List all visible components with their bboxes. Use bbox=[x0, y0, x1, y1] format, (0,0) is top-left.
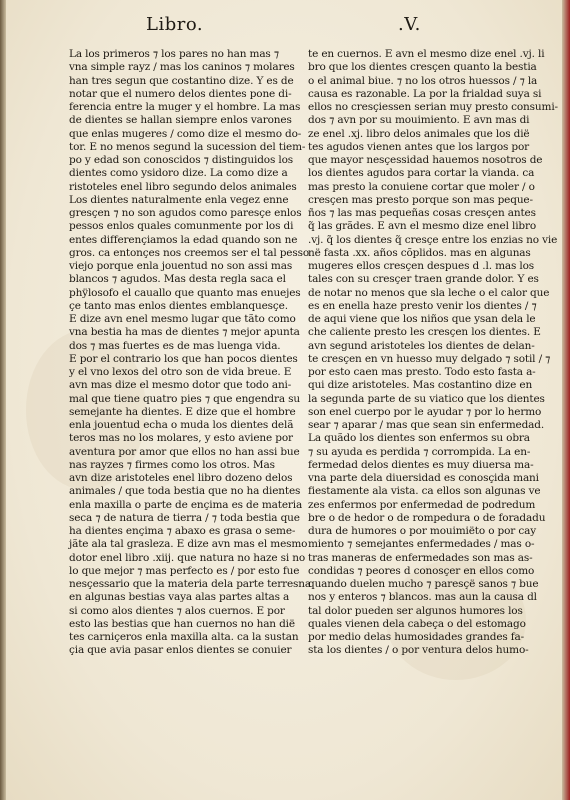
text-line: mal que tiene quatro pies ⁊ que engendra su bbox=[69, 392, 301, 405]
text-line: gros. ca entonçes nos creemos ser el tal pesso bbox=[69, 246, 310, 259]
text-line: y el vno lexos del otro son de vida breue. E bbox=[69, 366, 292, 378]
text-line: E dize avn enel mesmo lugar que tãto como bbox=[69, 313, 296, 325]
text-line: ristoteles enel libro segundo delos animales bbox=[69, 180, 297, 193]
text-line: mas presto la conuiene cortar que moler / o bbox=[308, 180, 535, 193]
text-line: de dientes se hallan siempre enlos varones bbox=[69, 114, 292, 127]
text-column-left bbox=[69, 48, 312, 658]
text-line: q̃ las grãdes. E avn el mesmo dize enel libro bbox=[308, 220, 537, 233]
text-line: blancos ⁊ agudos. Mas desta regla saca el bbox=[69, 273, 286, 286]
text-line: de notar no menos que sla leche o el calor que bbox=[308, 286, 550, 299]
text-line: zes enfermos por enfermedad de podredum bbox=[308, 498, 536, 511]
text-line: quando duelen mucho ⁊ paresçë sanos ⁊ bue bbox=[308, 578, 539, 590]
text-line: jãte ala tal grasleza. E dize avn mas el mesmo bbox=[69, 538, 308, 551]
text-line: nas rayzes ⁊ firmes como los otros. Mas bbox=[69, 458, 275, 471]
text-line: tes carniçeros enla maxilla alta. ca la sustan bbox=[69, 631, 299, 643]
text-line: de aqui viene que los niños que ysan dela le bbox=[308, 313, 536, 325]
text-line: ños ⁊ las mas pequeñas cosas cresçen antes bbox=[308, 207, 536, 219]
text-line: bre o de hedor o de rompedura o de foradadu bbox=[308, 511, 546, 524]
text-line: notar que el numero delos dientes pone di- bbox=[69, 87, 292, 100]
text-line: sta los dientes / o por ventura delos humo- bbox=[308, 644, 529, 657]
text-line: cresçen mas presto porque son mas peque- bbox=[308, 193, 533, 206]
text-line: vna parte dela diuersidad es conosçida mani bbox=[308, 472, 539, 484]
text-line: por esto caen mas presto. Todo esto fasta a- bbox=[308, 366, 536, 378]
text-line: condidas ⁊ peores d conosçer en ellos como bbox=[308, 564, 535, 577]
text-line: La quãdo los dientes son enfermos su obra bbox=[308, 432, 530, 445]
text-line: dotor enel libro .xiij. que natura no haze si no bbox=[69, 551, 306, 564]
text-line: viejo porque enla jouentud no son assi mas bbox=[69, 260, 293, 272]
text-line: dura de humores o por mouimiëto o por cay bbox=[308, 525, 536, 537]
running-head-left: Libro. bbox=[146, 14, 204, 35]
text-line: Los dientes naturalmente enla vegez enne bbox=[69, 193, 289, 206]
text-line: tras maneras de enfermedades son mas as- bbox=[308, 551, 533, 564]
scan-edge-right bbox=[562, 0, 570, 800]
text-line: dos ⁊ avn por su mouimiento. E avn mas di bbox=[308, 114, 530, 127]
text-line: que mayor nesçessidad hauemos nosotros de bbox=[308, 154, 543, 166]
text-line: tal dolor pueden ser algunos humores los bbox=[308, 604, 523, 617]
text-line: pessos enlos quales comunmente por los di bbox=[69, 220, 294, 233]
text-line: la segunda parte de su viatico que los dientes bbox=[308, 392, 545, 405]
text-line: semejante ha dientes. E dize que el hombre bbox=[69, 405, 296, 418]
text-line: E por el contrario los que han pocos dientes bbox=[69, 352, 298, 365]
text-line: o el animal biue. ⁊ no los otros huessos / ⁊ la bbox=[308, 74, 538, 87]
text-line: sear ⁊ aparar / mas que sean sin enfermedad. bbox=[308, 419, 545, 431]
text-line: seca ⁊ de natura de tierra / ⁊ toda bestia que bbox=[69, 511, 300, 524]
text-line: por medio delas humosidades grandes fa- bbox=[308, 631, 525, 643]
text-line: en algunas bestias vaya alas partes altas a bbox=[69, 591, 290, 604]
text-line: çe tanto mas enlos dientes emblanquesçe. bbox=[69, 299, 288, 312]
text-line: tes agudos vienen antes que los largos por bbox=[308, 140, 530, 153]
text-line: tales con su cresçer traen grande dolor. Y es bbox=[308, 273, 539, 286]
text-line: dos ⁊ mas fuertes es de mas luenga vida. bbox=[69, 339, 281, 352]
text-line: avn dize aristoteles enel libro dozeno delos bbox=[69, 472, 293, 484]
text-line: si como alos dientes ⁊ alos cuernos. E por bbox=[69, 604, 285, 617]
text-line: bro que los dientes cresçen quanto la bestia bbox=[308, 61, 537, 74]
text-line: nos y enteros ⁊ blancos. mas aun la causa dl bbox=[308, 591, 537, 604]
text-line: ha dientes ençima ⁊ abaxo es grasa o seme- bbox=[69, 525, 296, 537]
text-line: ferencia entre la muger y el hombre. La mas bbox=[69, 101, 301, 113]
text-line: aventura por amor que ellos no han assi bue bbox=[69, 445, 300, 458]
book-page bbox=[6, 0, 562, 800]
text-line: te cresçen en vn huesso muy delgado ⁊ sotil / ⁊ bbox=[308, 352, 551, 365]
text-line: tor. E no menos segund la sucession del tiem- bbox=[69, 140, 306, 153]
text-line: fermedad delos dientes es muy diuersa ma- bbox=[308, 458, 534, 471]
text-line: vna simple rayz / mas los caninos ⁊ molares bbox=[69, 61, 295, 74]
text-line: ellos no cresçiessen serian muy presto consumi- bbox=[308, 101, 558, 113]
running-head-right: .V. bbox=[398, 14, 421, 35]
text-line: te en cuernos. E avn el mesmo dize enel .vj. li bbox=[308, 48, 545, 60]
text-line: es en enella haze presto venir los dientes / ⁊ bbox=[308, 299, 537, 312]
text-line: La los primeros ⁊ los pares no han mas ⁊ bbox=[69, 48, 279, 60]
text-line: phÿlosofo el cauallo que quanto mas enuejes bbox=[69, 286, 301, 299]
text-line: nesçessario que la materia dela parte terresna bbox=[69, 578, 312, 590]
text-line: po y edad son conoscidos ⁊ distinguidos los bbox=[69, 154, 293, 166]
text-line: enla jouentud echa o muda los dientes delã bbox=[69, 419, 294, 431]
text-line: lo que mejor ⁊ mas perfecto es / por esto fue bbox=[69, 564, 300, 577]
text-line: los dientes agudos para cortar la vianda. ca bbox=[308, 167, 535, 180]
text-line: avn segund aristoteles los dientes de delan- bbox=[308, 339, 535, 352]
text-line: que enlas mugeres / como dize el mesmo do- bbox=[69, 127, 302, 140]
text-line: quales vienen dela cabeça o del estomago bbox=[308, 617, 526, 630]
text-line: esto las bestias que han cuernos no han dië bbox=[69, 617, 295, 630]
text-column-right bbox=[308, 48, 558, 658]
text-line: enla maxilla o parte de ençima es de materia bbox=[69, 498, 303, 511]
text-line: teros mas no los molares, y esto aviene por bbox=[69, 432, 293, 445]
text-line: causa es razonable. La por la frialdad suya si bbox=[308, 87, 542, 100]
text-line: ze enel .xj. libro delos animales que los dië bbox=[308, 127, 530, 140]
text-line: qui dize aristoteles. Mas costantino dize en bbox=[308, 379, 533, 392]
text-line: në fasta .xx. años cõplidos. mas en algunas bbox=[308, 246, 531, 259]
text-line: fiestamente ala vista. ca ellos son algunas ve bbox=[308, 485, 541, 498]
text-line: han tres segun que costantino dize. Y es de bbox=[69, 74, 294, 87]
text-line: vna bestia ha mas de dientes ⁊ mejor apunta bbox=[69, 326, 300, 339]
text-line: dientes como ysidoro dize. La como dize a bbox=[69, 167, 288, 180]
text-line: ⁊ su ayuda es perdida ⁊ corrompida. La en- bbox=[308, 445, 531, 458]
text-line: avn mas dize el mesmo dotor que todo ani- bbox=[69, 379, 292, 392]
text-line: animales / que toda bestia que no ha dientes bbox=[69, 485, 301, 498]
text-line: çia que avia pasar enlos dientes se conuier bbox=[69, 644, 292, 657]
text-line: mugeres ellos cresçen despues d .l. mas los bbox=[308, 260, 535, 272]
text-line: son enel cuerpo por le ayudar ⁊ por lo hermo bbox=[308, 405, 542, 418]
text-line: miento ⁊ semejantes enfermedades / mas o- bbox=[308, 538, 535, 551]
text-line: che caliente presto les cresçen los dientes. E bbox=[308, 326, 541, 339]
text-line: entes differençiamos la edad quando son ne bbox=[69, 233, 298, 246]
text-line: gresçen ⁊ no son agudos como paresçe enlos bbox=[69, 207, 302, 219]
text-line: .vj. q̃ los dientes q̃ cresçe entre los enzias no vie bbox=[308, 233, 558, 246]
